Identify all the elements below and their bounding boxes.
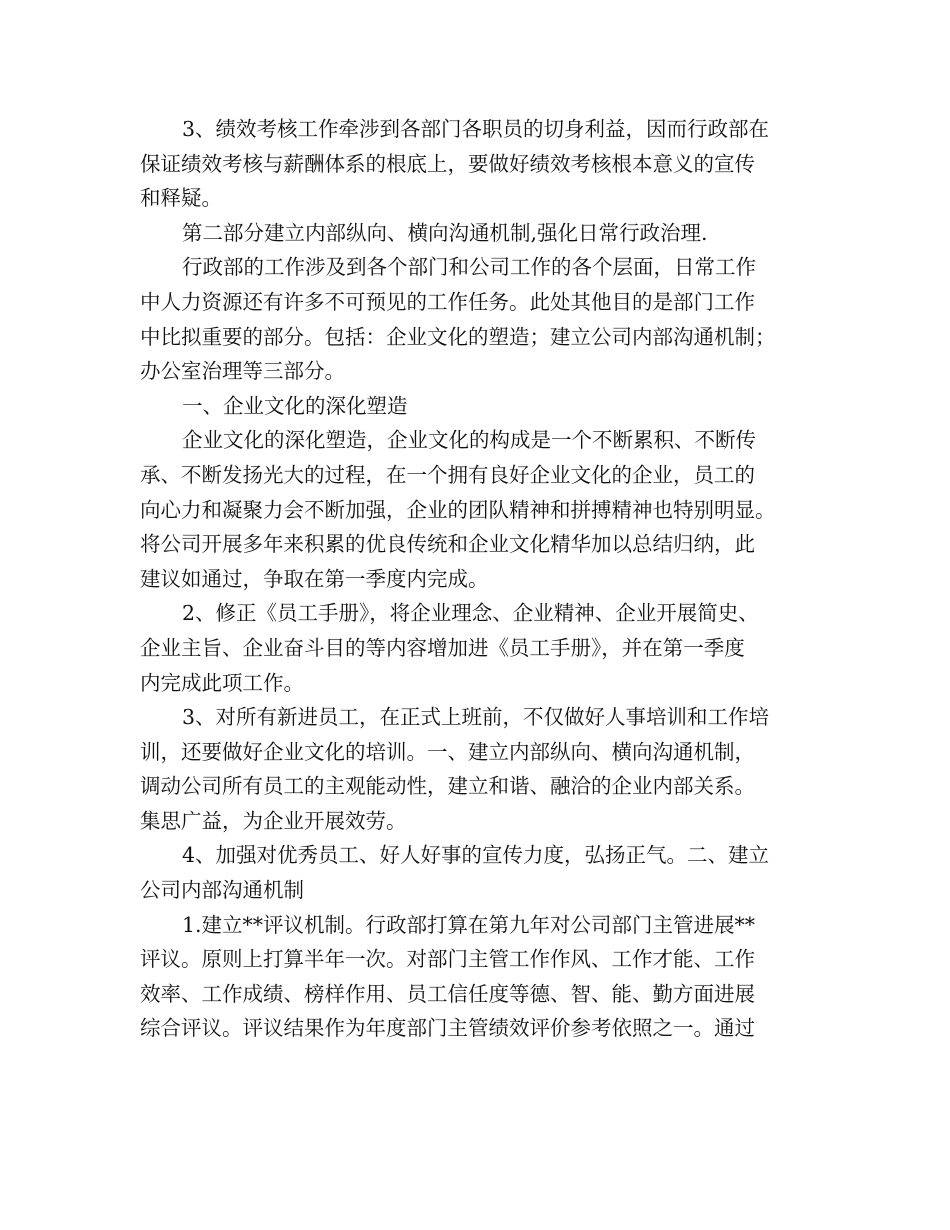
paragraph-line: 公司内部沟通机制 [140,878,304,903]
paragraph-line: 3、对所有新进员工，在正式上班前，不仅做好人事培训和工作培 [182,705,770,730]
paragraph-line: 综合评议。评议结果作为年度部门主管绩效评价参考依照之一。通过 [140,1016,755,1041]
paragraph-line: 中比拟重要的部分。包括：企业文化的塑造；建立公司内部沟通机制； [140,324,776,349]
paragraph-line: 4、加强对优秀员工、好人好事的宣传力度，弘扬正气。二、建立 [182,843,770,868]
paragraph-line: 3、绩效考核工作牵涉到各部门各职员的切身利益，因而行政部在 [182,117,770,141]
paragraph-line: 建议如通过，争取在第一季度内完成。 [140,566,489,591]
subsection-heading: 一、企业文化的深化塑造 [182,393,408,418]
paragraph-line: 训，还要做好企业文化的培训。一、建立内部纵向、横向沟通机制， [140,739,755,764]
paragraph-line: 保证绩效考核与薪酬体系的根底上，要做好绩效考核根本意义的宣传 [140,151,755,176]
paragraph-line: 企业主旨、企业奋斗目的等内容增加进《员工手册》，并在第一季度 [140,635,745,660]
paragraph-line: 中人力资源还有许多不可预见的工作任务。此处其他目的是部门工作 [140,289,755,314]
paragraph-line: 效率、工作成绩、榜样作用、员工信任度等德、智、能、勤方面进展 [140,981,755,1006]
paragraph-line: 2、修正《员工手册》，将企业理念、企业精神、企业开展简史、 [182,601,759,626]
paragraph-line: 评议。原则上打算半年一次。对部门主管工作作风、工作才能、工作 [140,947,755,972]
paragraph-line: 和释疑。 [140,186,222,211]
paragraph-line: 向心力和凝聚力会不断加强，企业的团队精神和拼搏精神也特别明显。 [140,497,776,522]
paragraph-line: 将公司开展多年来积累的优良传统和企业文化精华加以总结归纳，此 [140,532,755,557]
section-heading: 第二部分建立内部纵向、横向沟通机制,强化日常行政治理. [182,220,708,245]
paragraph-line: 内完成此项工作。 [140,670,304,695]
paragraph-line: 行政部的工作涉及到各个部门和公司工作的各个层面，日常工作 [182,255,756,280]
paragraph-line: 企业文化的深化塑造，企业文化的构成是一个不断累积、不断传 [182,428,756,453]
paragraph-line: 办公室治理等三部分。 [140,359,345,384]
paragraph-line: 调动公司所有员工的主观能动性，建立和谐、融洽的企业内部关系。 [140,774,755,799]
paragraph-line: 1.建立**评议机制。行政部打算在第九年对公司部门主管进展** [182,912,756,937]
paragraph-line: 集思广益，为企业开展效劳。 [140,808,407,833]
paragraph-line: 承、不断发扬光大的过程，在一个拥有良好企业文化的企业，员工的 [140,462,755,487]
document-body [140,112,820,1046]
